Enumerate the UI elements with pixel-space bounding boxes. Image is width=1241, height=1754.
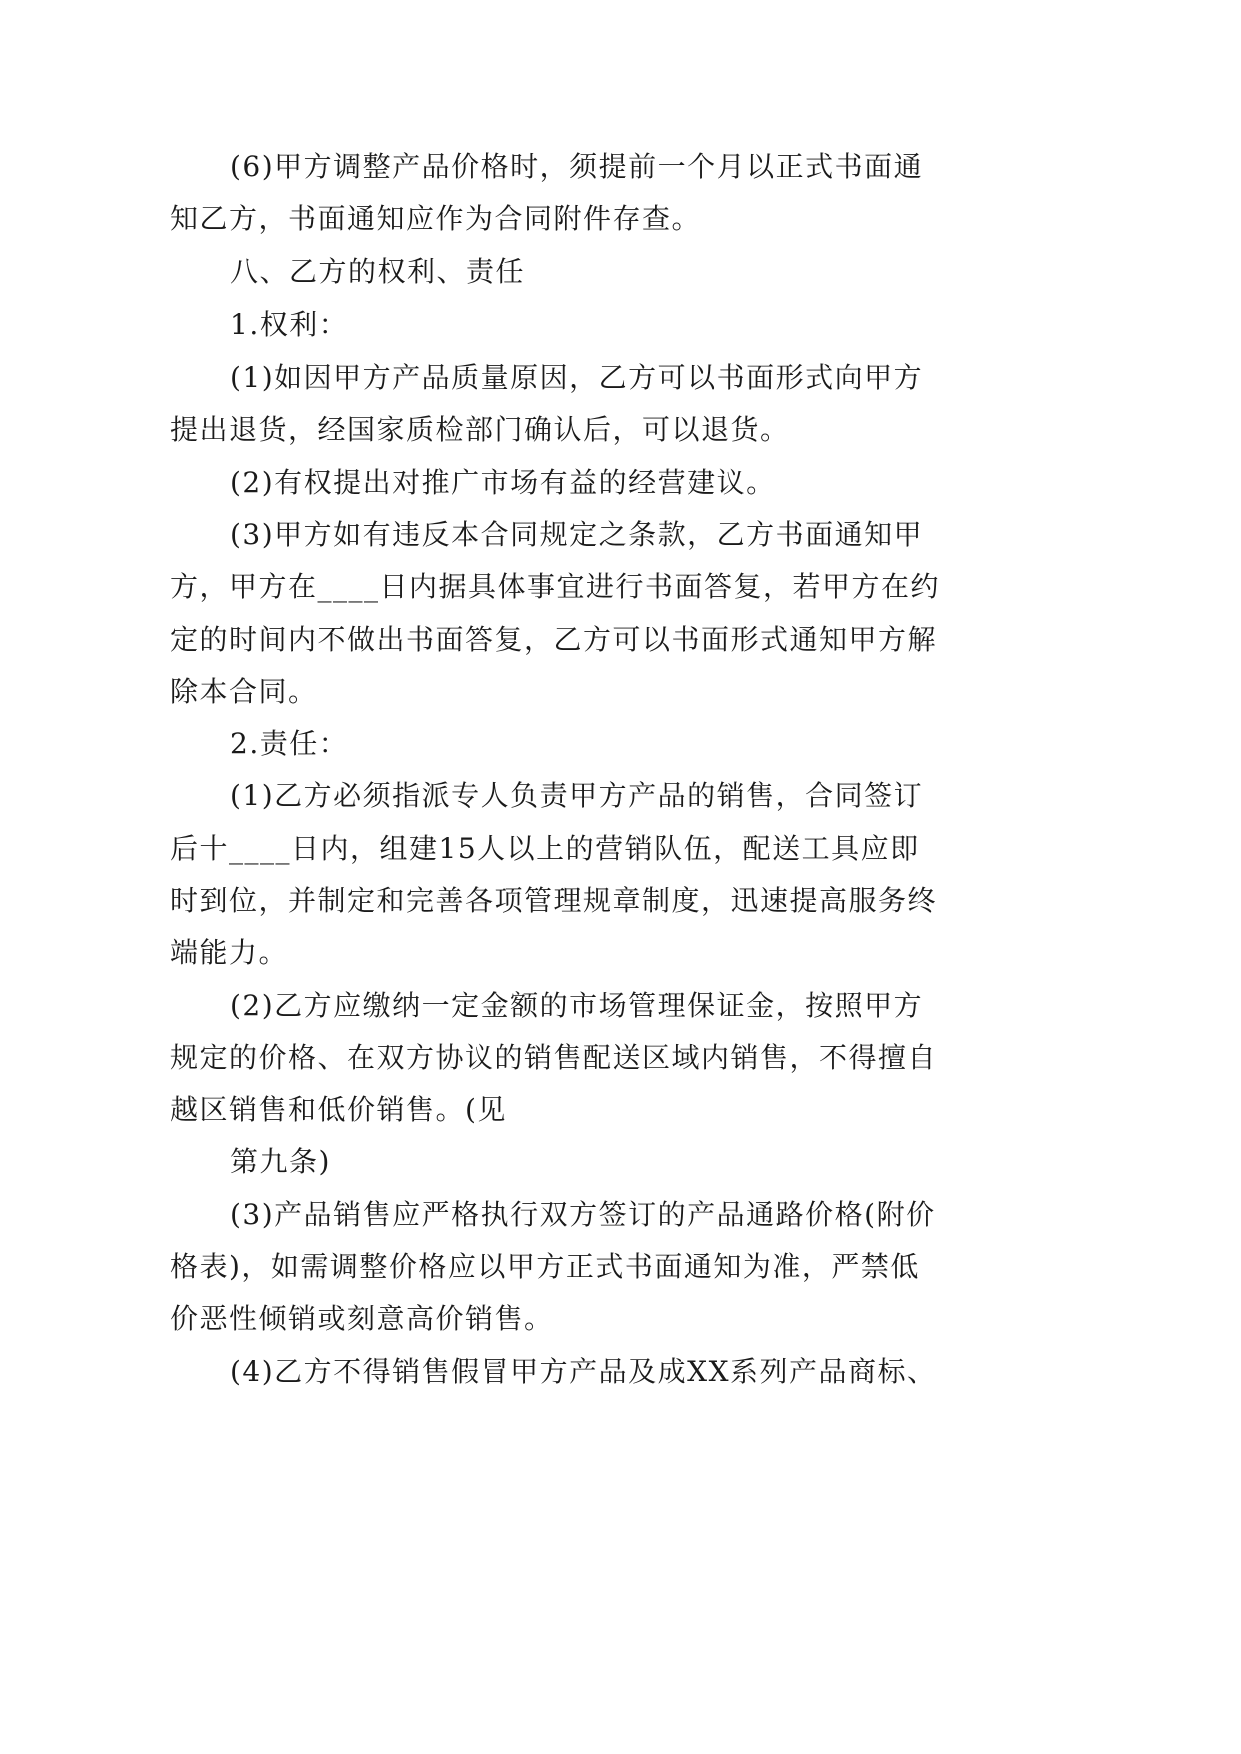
text-line: 第九条)	[230, 1145, 331, 1178]
text-line: (1)乙方必须指派专人负责甲方产品的销售，合同签订	[230, 779, 924, 812]
text-line: (3)产品销售应严格执行双方签订的产品通路价格(附价	[230, 1198, 936, 1231]
section-heading: 八、乙方的权利、责任	[230, 255, 526, 288]
text-line: (4)乙方不得销售假冒甲方产品及成XX系列产品商标、	[230, 1355, 937, 1388]
text-line: 提出退货，经国家质检部门确认后，可以退货。	[170, 413, 790, 446]
text-line: 规定的价格、在双方协议的销售配送区域内销售，不得擅自	[170, 1041, 938, 1074]
text-line: (2)乙方应缴纳一定金额的市场管理保证金，按照甲方	[230, 989, 924, 1022]
text-line: (6)甲方调整产品价格时，须提前一个月以正式书面通	[230, 150, 924, 183]
subsection-heading: 1.权利：	[230, 308, 349, 341]
text-line: 后十____日内，组建15人以上的营销队伍，配送工具应即	[170, 832, 920, 865]
text-line: 知乙方，书面通知应作为合同附件存查。	[170, 202, 702, 235]
subsection-heading: 2.责任：	[230, 727, 349, 760]
text-line: 方，甲方在____日内据具体事宜进行书面答复，若甲方在约	[170, 570, 941, 603]
text-line: (2)有权提出对推广市场有益的经营建议。	[230, 466, 776, 499]
text-line: 端能力。	[170, 936, 289, 969]
text-line: 除本合同。	[170, 675, 318, 708]
text-line: 时到位，并制定和完善各项管理规章制度，迅速提高服务终	[170, 884, 938, 917]
text-line: 格表)，如需调整价格应以甲方正式书面通知为准，严禁低	[170, 1250, 920, 1283]
text-line: (1)如因甲方产品质量原因，乙方可以书面形式向甲方	[230, 361, 924, 394]
text-line: 定的时间内不做出书面答复，乙方可以书面形式通知甲方解	[170, 623, 938, 656]
text-line: 越区销售和低价销售。(见	[170, 1093, 507, 1126]
text-line: 价恶性倾销或刻意高价销售。	[170, 1302, 554, 1335]
text-line: (3)甲方如有违反本合同规定之条款，乙方书面通知甲	[230, 518, 924, 551]
